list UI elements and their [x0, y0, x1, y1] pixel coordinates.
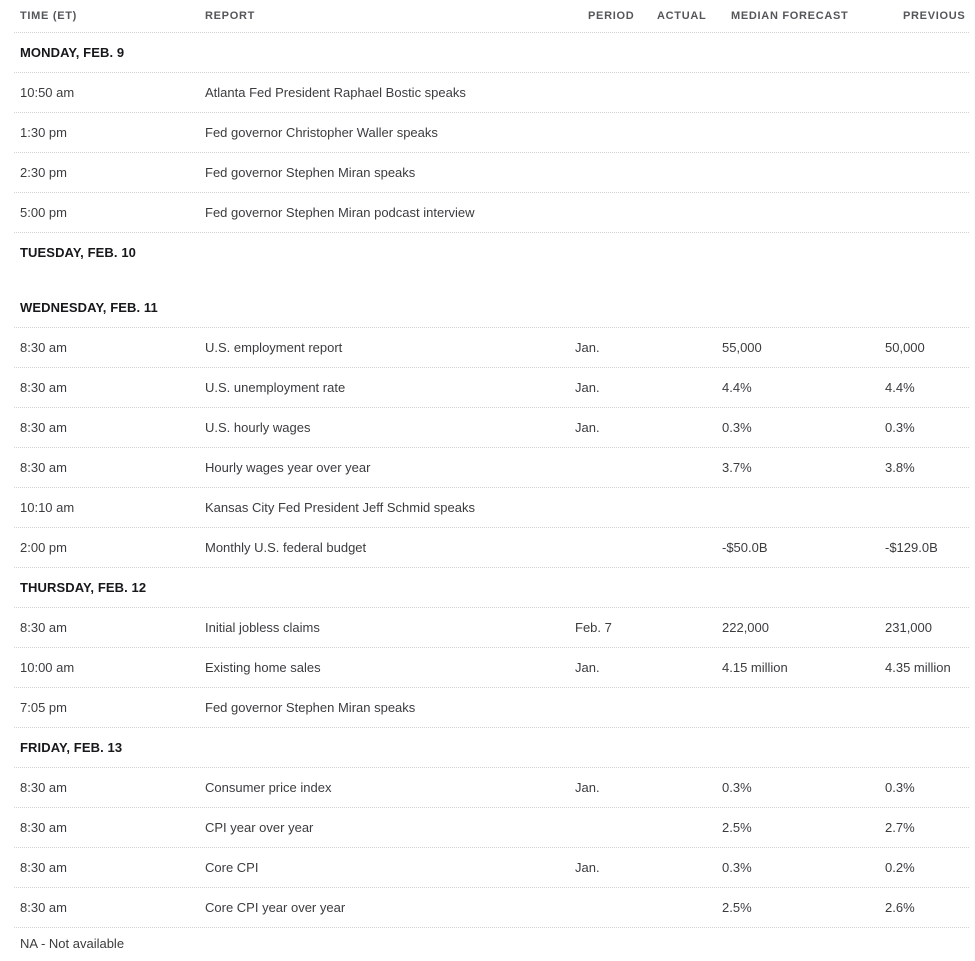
- day-header-row: [14, 568, 969, 608]
- table-row: [14, 768, 969, 808]
- median-forecast-cell: 222,000: [722, 620, 769, 635]
- day-header-label: TUESDAY, FEB. 10: [20, 245, 136, 260]
- time-cell: 10:00 am: [20, 660, 75, 675]
- report-cell: Atlanta Fed President Raphael Bostic speaks: [205, 85, 466, 100]
- day-header-label: WEDNESDAY, FEB. 11: [20, 300, 158, 315]
- column-header-actual: ACTUAL: [657, 10, 707, 22]
- column-header-previous: PREVIOUS: [903, 10, 966, 22]
- previous-cell: -$129.0B: [885, 540, 938, 555]
- day-header-label: THURSDAY, FEB. 12: [20, 580, 147, 595]
- table-row: [14, 73, 969, 113]
- period-cell: Jan.: [575, 660, 600, 675]
- median-forecast-cell: 0.3%: [722, 860, 752, 875]
- time-cell: 8:30 am: [20, 900, 67, 915]
- report-cell: Fed governor Stephen Miran speaks: [205, 165, 416, 180]
- time-cell: 7:05 pm: [20, 700, 67, 715]
- time-cell: 8:30 am: [20, 380, 67, 395]
- table-row: [14, 688, 969, 728]
- period-cell: Jan.: [575, 340, 600, 355]
- report-cell: Fed governor Stephen Miran speaks: [205, 700, 416, 715]
- period-cell: Jan.: [575, 860, 600, 875]
- table-row: [14, 328, 969, 368]
- median-forecast-cell: 4.4%: [722, 380, 752, 395]
- report-cell: Core CPI year over year: [205, 900, 346, 915]
- time-cell: 1:30 pm: [20, 125, 67, 140]
- time-cell: 8:30 am: [20, 340, 67, 355]
- report-cell: Hourly wages year over year: [205, 460, 371, 475]
- report-cell: Fed governor Stephen Miran podcast interview: [205, 205, 475, 220]
- economic-calendar-table: [14, 0, 969, 960]
- median-forecast-cell: -$50.0B: [722, 540, 768, 555]
- time-cell: 10:10 am: [20, 500, 75, 515]
- table-row: [14, 193, 969, 233]
- median-forecast-cell: 2.5%: [722, 820, 752, 835]
- time-cell: 10:50 am: [20, 85, 75, 100]
- report-cell: U.S. hourly wages: [205, 420, 311, 435]
- report-cell: Existing home sales: [205, 660, 321, 675]
- table-row: [14, 888, 969, 928]
- median-forecast-cell: 2.5%: [722, 900, 752, 915]
- table-row: [14, 848, 969, 888]
- period-cell: Jan.: [575, 780, 600, 795]
- report-cell: Initial jobless claims: [205, 620, 320, 635]
- table-row: [14, 368, 969, 408]
- previous-cell: 0.3%: [885, 780, 915, 795]
- previous-cell: 0.3%: [885, 420, 915, 435]
- table-header-row: [14, 0, 969, 33]
- report-cell: Fed governor Christopher Waller speaks: [205, 125, 438, 140]
- column-header-period: PERIOD: [588, 10, 635, 22]
- median-forecast-cell: 0.3%: [722, 780, 752, 795]
- time-cell: 8:30 am: [20, 820, 67, 835]
- table-row: [14, 648, 969, 688]
- previous-cell: 4.4%: [885, 380, 915, 395]
- footnote: NA - Not available: [20, 936, 125, 951]
- time-cell: 8:30 am: [20, 620, 67, 635]
- day-header-label: MONDAY, FEB. 9: [20, 45, 125, 60]
- table-row: [14, 808, 969, 848]
- report-cell: CPI year over year: [205, 820, 314, 835]
- median-forecast-cell: 4.15 million: [722, 660, 788, 675]
- time-cell: 8:30 am: [20, 780, 67, 795]
- previous-cell: 4.35 million: [885, 660, 951, 675]
- previous-cell: 0.2%: [885, 860, 915, 875]
- previous-cell: 2.7%: [885, 820, 915, 835]
- time-cell: 5:00 pm: [20, 205, 67, 220]
- report-cell: Core CPI: [205, 860, 259, 875]
- previous-cell: 231,000: [885, 620, 932, 635]
- time-cell: 8:30 am: [20, 420, 67, 435]
- report-cell: U.S. unemployment rate: [205, 380, 346, 395]
- column-header-time: TIME (ET): [20, 10, 78, 22]
- median-forecast-cell: 3.7%: [722, 460, 752, 475]
- calendar-table-body: [14, 33, 969, 928]
- table-row: [14, 488, 969, 528]
- report-cell: Monthly U.S. federal budget: [205, 540, 367, 555]
- median-forecast-cell: 0.3%: [722, 420, 752, 435]
- table-row: [14, 528, 969, 568]
- report-cell: Kansas City Fed President Jeff Schmid speaks: [205, 500, 475, 515]
- day-header-row: [14, 33, 969, 73]
- time-cell: 2:30 pm: [20, 165, 67, 180]
- report-cell: Consumer price index: [205, 780, 332, 795]
- table-row: [14, 153, 969, 193]
- day-header-row: [14, 233, 969, 272]
- column-header-median-forecast: MEDIAN FORECAST: [731, 10, 849, 22]
- day-header-row: [14, 288, 969, 328]
- table-row: [14, 608, 969, 648]
- period-cell: Feb. 7: [575, 620, 612, 635]
- median-forecast-cell: 55,000: [722, 340, 762, 355]
- day-header-row: [14, 728, 969, 768]
- previous-cell: 50,000: [885, 340, 925, 355]
- day-header-label: FRIDAY, FEB. 13: [20, 740, 123, 755]
- table-row: [14, 113, 969, 153]
- previous-cell: 3.8%: [885, 460, 915, 475]
- time-cell: 2:00 pm: [20, 540, 67, 555]
- time-cell: 8:30 am: [20, 860, 67, 875]
- time-cell: 8:30 am: [20, 460, 67, 475]
- previous-cell: 2.6%: [885, 900, 915, 915]
- table-row: [14, 448, 969, 488]
- period-cell: Jan.: [575, 420, 600, 435]
- column-header-report: REPORT: [205, 10, 256, 22]
- table-row: [14, 408, 969, 448]
- report-cell: U.S. employment report: [205, 340, 343, 355]
- period-cell: Jan.: [575, 380, 600, 395]
